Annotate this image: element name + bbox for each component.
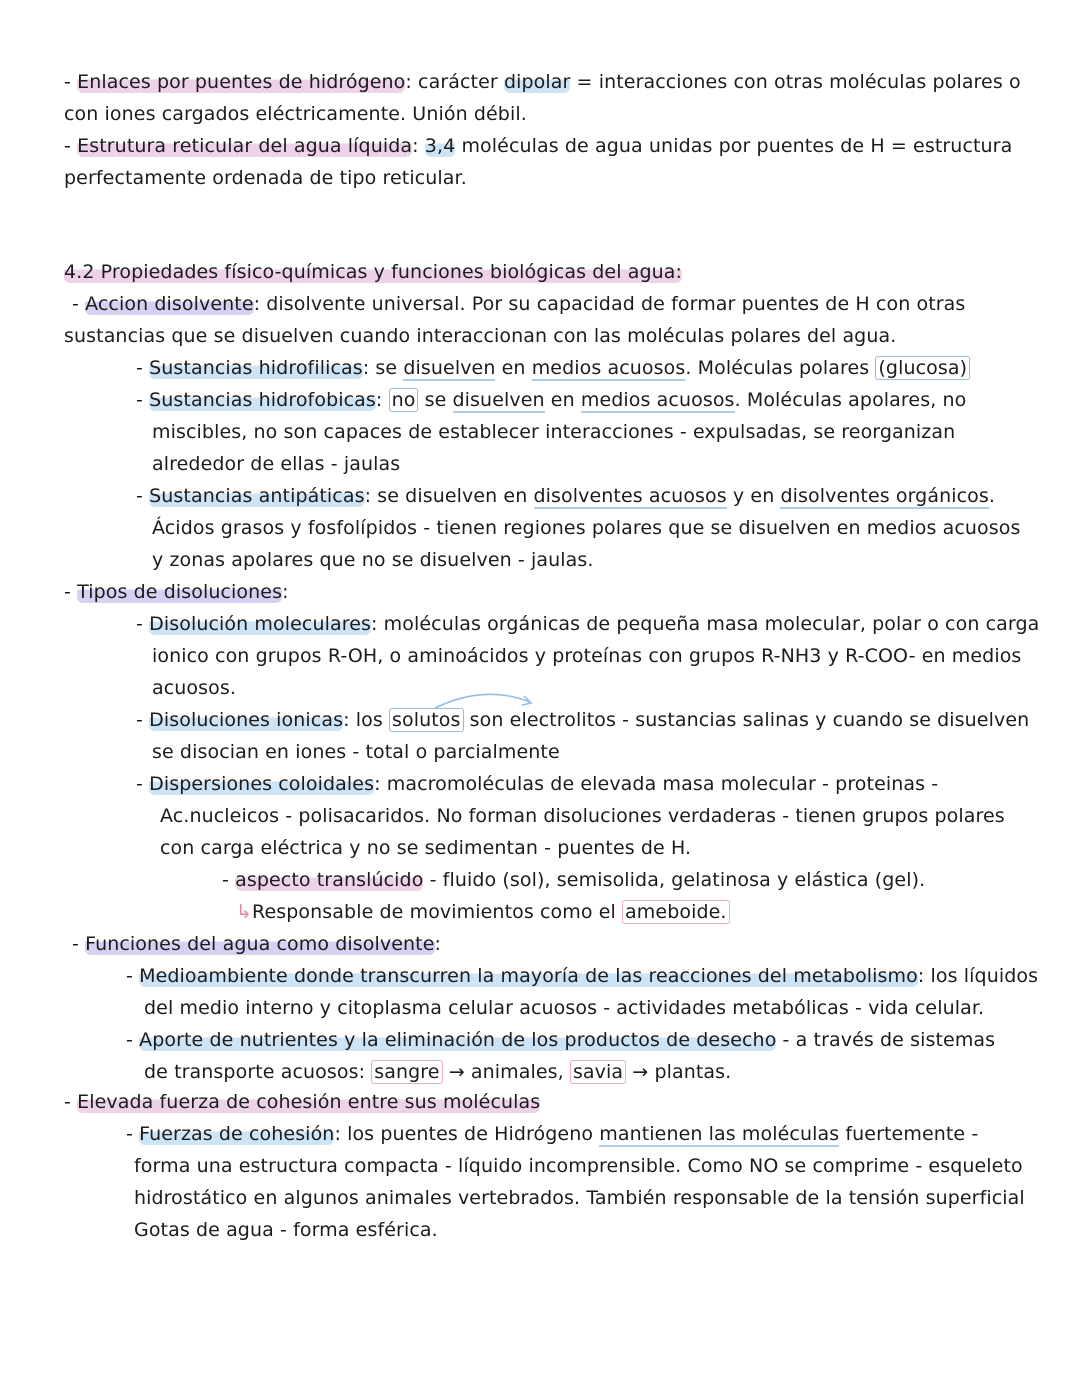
term-highlight: Medioambiente donde transcurren la mayoría de las reacciones del metabolismo <box>139 965 918 987</box>
term-highlight: Estrutura reticular del agua líquida <box>77 135 413 157</box>
note-line: ↳Responsable de movimientos como el ameboide. <box>236 900 730 924</box>
note-line: - Funciones del agua como disolvente: <box>72 933 442 955</box>
term-highlight: Sustancias hidrofobicas <box>149 389 376 411</box>
boxed-word: sangre <box>371 1060 442 1084</box>
note-line: de transporte acuosos: sangre → animales, savia → plantas. <box>144 1061 732 1083</box>
note-line: hidrostático en algunos animales vertebrados. También responsable de la tensión superficial <box>134 1187 1025 1209</box>
note-line: - Enlaces por puentes de hidrógeno: carácter dipolar = interacciones con otras moléculas polares o <box>64 71 1021 93</box>
note-line: - Tipos de disoluciones: <box>64 581 289 603</box>
term-highlight: Aporte de nutrientes y la eliminación de los productos de desecho <box>139 1029 777 1051</box>
term-highlight: Fuerzas de cohesión <box>139 1123 335 1145</box>
boxed-word: ameboide. <box>622 900 730 924</box>
note-line: - Fuerzas de cohesión: los puentes de Hidrógeno mantienen las moléculas fuertemente - <box>126 1123 979 1145</box>
note-line: - Disoluciones ionicas: los solutos son electrolitos - sustancias salinas y cuando se disuelven <box>136 709 1030 731</box>
boxed-word: solutos <box>389 708 464 732</box>
boxed-word: savia <box>570 1060 626 1084</box>
term-highlight: Enlaces por puentes de hidrógeno <box>77 71 406 93</box>
term-highlight: aspecto translúcido <box>235 869 424 891</box>
note-line: - aspecto translúcido - fluido (sol), semisolida, gelatinosa y elástica (gel). <box>222 869 926 891</box>
note-line: - Medioambiente donde transcurren la mayoría de las reacciones del metabolismo: los líquidos <box>126 965 1039 987</box>
note-line: acuosos. <box>152 677 237 699</box>
note-line: Ácidos grasos y fosfolípidos - tienen regiones polares que se disuelven en medios acuosos <box>152 517 1021 539</box>
boxed-word: no <box>389 388 419 412</box>
note-line: sustancias que se disuelven cuando interaccionan con las moléculas polares del agua. <box>64 325 897 347</box>
note-line: alrededor de ellas - jaulas <box>152 453 401 475</box>
note-line: - Elevada fuerza de cohesión entre sus moléculas <box>64 1091 541 1113</box>
section-title: 4.2 Propiedades físico-químicas y funciones biológicas del agua: <box>64 261 683 283</box>
term-highlight: Dispersiones coloidales <box>149 773 375 795</box>
term-highlight: Disolución moleculares <box>149 613 371 635</box>
note-line: con iones cargados eléctricamente. Unión débil. <box>64 103 527 125</box>
term-highlight: 3,4 <box>424 135 456 157</box>
note-line: - Aporte de nutrientes y la eliminación de los productos de desecho - a través de sistemas <box>126 1029 996 1051</box>
return-arrow-icon: ↳ <box>236 901 253 923</box>
boxed-word: (glucosa) <box>875 356 970 380</box>
term-highlight: Funciones del agua como disolvente <box>85 933 435 955</box>
note-line: miscibles, no son capaces de establecer interacciones - expulsadas, se reorganizan <box>152 421 956 443</box>
note-line: Ac.nucleicos - polisacaridos. No forman disoluciones verdaderas - tienen grupos polares <box>160 805 1005 827</box>
term-highlight: Sustancias hidrofilicas <box>149 357 363 379</box>
term-highlight: Elevada fuerza de cohesión entre sus moléculas <box>77 1091 541 1113</box>
note-line: se disocian en iones - total o parcialmente <box>152 741 560 763</box>
term-highlight: Accion disolvente <box>85 293 254 315</box>
term-highlight: Sustancias antipáticas <box>149 485 365 507</box>
note-line: - Sustancias antipáticas: se disuelven en disolventes acuosos y en disolventes orgánicos. <box>136 485 996 507</box>
note-line: con carga eléctrica y no se sedimentan - puentes de H. <box>160 837 692 859</box>
note-line: - Estrutura reticular del agua líquida: 3,4 moléculas de agua unidas por puentes de H = estructura <box>64 135 1013 157</box>
note-line: y zonas apolares que no se disuelven - jaulas. <box>152 549 594 571</box>
note-line: - Accion disolvente: disolvente universal. Por su capacidad de formar puentes de H con otras <box>72 293 966 315</box>
note-line: ionico con grupos R-OH, o aminoácidos y proteínas con grupos R-NH3 y R-COO- en medios <box>152 645 1022 667</box>
note-line: - Sustancias hidrofobicas: no se disuelven en medios acuosos. Moléculas apolares, no <box>136 389 967 411</box>
note-line: Gotas de agua - forma esférica. <box>134 1219 438 1241</box>
note-line: - Dispersiones coloidales: macromoléculas de elevada masa molecular - proteinas - <box>136 773 939 795</box>
note-line: - Sustancias hidrofilicas: se disuelven en medios acuosos. Moléculas polares (glucosa) <box>136 356 970 380</box>
note-line: perfectamente ordenada de tipo reticular. <box>64 167 467 189</box>
section-heading <box>64 260 682 284</box>
term-highlight: Disoluciones ionicas <box>149 709 344 731</box>
note-line: forma una estructura compacta - líquido incomprensible. Como NO se comprime - esqueleto <box>134 1155 1023 1177</box>
term-highlight: dipolar <box>503 71 571 93</box>
note-line: del medio interno y citoplasma celular acuosos - actividades metabólicas - vida celular. <box>144 997 985 1019</box>
term-highlight: Tipos de disoluciones <box>77 581 283 603</box>
note-line: - Disolución moleculares: moléculas orgánicas de pequeña masa molecular, polar o con carga <box>136 613 1040 635</box>
